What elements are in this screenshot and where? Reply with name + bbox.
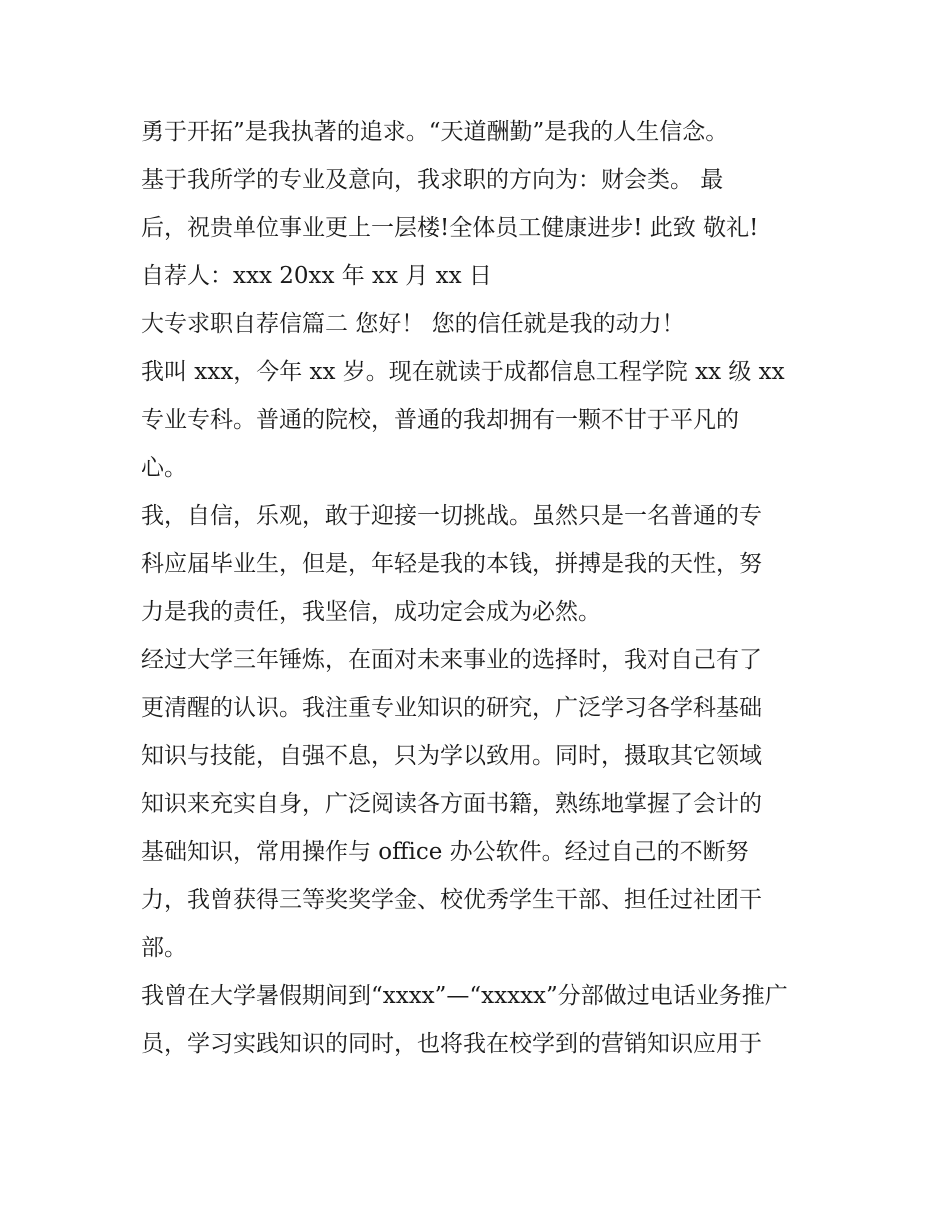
text-line: 基础知识，常用操作与 office 办公软件。经过自己的不断努 [141, 839, 749, 865]
text-line: 力是我的责任，我坚信，成功定会成为必然。 [141, 599, 601, 625]
text-line: 专业专科。普通的院校，普通的我却拥有一颗不甘于平凡的 [141, 407, 739, 433]
text-line: 我叫 xxx，今年 xx 岁。现在就读于成都信息工程学院 xx 级 xx [141, 359, 785, 385]
text-line: 力，我曾获得三等奖奖学金、校优秀学生干部、担任过社团干 [141, 887, 762, 913]
text-line: 心。 [141, 455, 187, 481]
text-line: 后，祝贵单位事业更上一层楼!全体员工健康进步! 此致 敬礼! [141, 215, 759, 241]
text-line: 员，学习实践知识的同时，也将我在校学到的营销知识应用于 [141, 1031, 762, 1057]
signature-line: 自荐人：xxx 20xx 年 xx 月 xx 日 [141, 263, 492, 289]
text-line: 我，自信，乐观，敢于迎接一切挑战。虽然只是一名普通的专 [141, 503, 762, 529]
letter-body [141, 108, 821, 1068]
text-line: 勇于开拓”是我执著的追求。“天道酬勤”是我的人生信念。 [141, 119, 729, 145]
section-heading-line: 大专求职自荐信篇二 您好！ 您的信任就是我的动力！ [141, 311, 685, 337]
text-line: 更清醒的认识。我注重专业知识的研究，广泛学习各学科基础 [141, 695, 762, 721]
text-line: 科应届毕业生，但是，年轻是我的本钱，拼搏是我的天性，努 [141, 551, 762, 577]
text-line: 知识与技能，自强不息，只为学以致用。同时，摄取其它领域 [141, 743, 762, 769]
text-line: 我曾在大学暑假期间到“xxxx”—“xxxxx”分部做过电话业务推广 [141, 983, 788, 1009]
text-line: 基于我所学的专业及意向，我求职的方向为：财会类。 最 [141, 167, 724, 193]
text-line: 知识来充实自身，广泛阅读各方面书籍，熟练地掌握了会计的 [141, 791, 762, 817]
text-line: 部。 [141, 935, 187, 961]
text-line: 经过大学三年锤炼，在面对未来事业的选择时，我对自己有了 [141, 647, 762, 673]
